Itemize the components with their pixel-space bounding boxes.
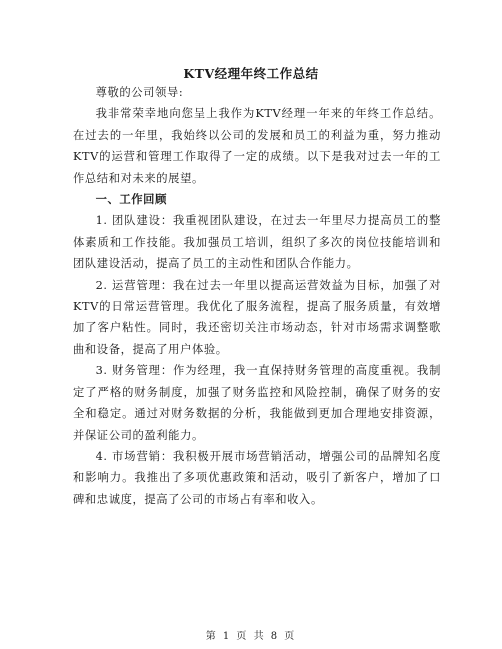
list-item-operations: 2. 运营管理：我在过去一年里以提高运营效益为目标，加强了对KTV的日常运营管理。我优化了服务流程，提高了服务质量，有效增加了客户粘性。同时，我还密切关注市场动态，针对市场需求调整歌曲和设备，提高了用户体验。 (73, 278, 441, 356)
page-footer: 第 1 页 共 8 页 (205, 631, 297, 642)
list-item-finance: 3. 财务管理：作为经理，我一直保持财务管理的高度重视。我制定了严格的财务制度，加强了财务监控和风险控制，确保了财务的安全和稳定。通过对财务数据的分析，我能做到更加合理地安排资源，并保证公司的盈利能力。 (73, 364, 441, 442)
list-item-team-building: 1. 团队建设：我重视团队建设，在过去一年里尽力提高员工的整体素质和工作技能。我加强员工培训，组织了多次的岗位技能培训和团队建设活动，提高了员工的主动性和团队合作能力。 (73, 214, 441, 271)
document-title: KTV经理年终工作总结 (183, 66, 319, 81)
salutation: 尊敬的公司领导: (95, 86, 184, 99)
section-heading: 一、工作回顾 (95, 192, 167, 207)
document-body (73, 82, 441, 510)
intro-paragraph: 我非常荣幸地向您呈上我作为KTV经理一年来的年终工作总结。在过去的一年里，我始终以公司的发展和员工的利益为重，努力推动KTV的运营和管理工作取得了一定的成绩。以下是我对过去一年的工作总结和对未来的展望。 (73, 107, 441, 185)
list-item-marketing: 4. 市场营销：我积极开展市场营销活动，增强公司的品牌知名度和影响力。我推出了多项优惠政策和活动，吸引了新客户，增加了口碑和忠诚度，提高了公司的市场占有率和收入。 (73, 449, 441, 506)
